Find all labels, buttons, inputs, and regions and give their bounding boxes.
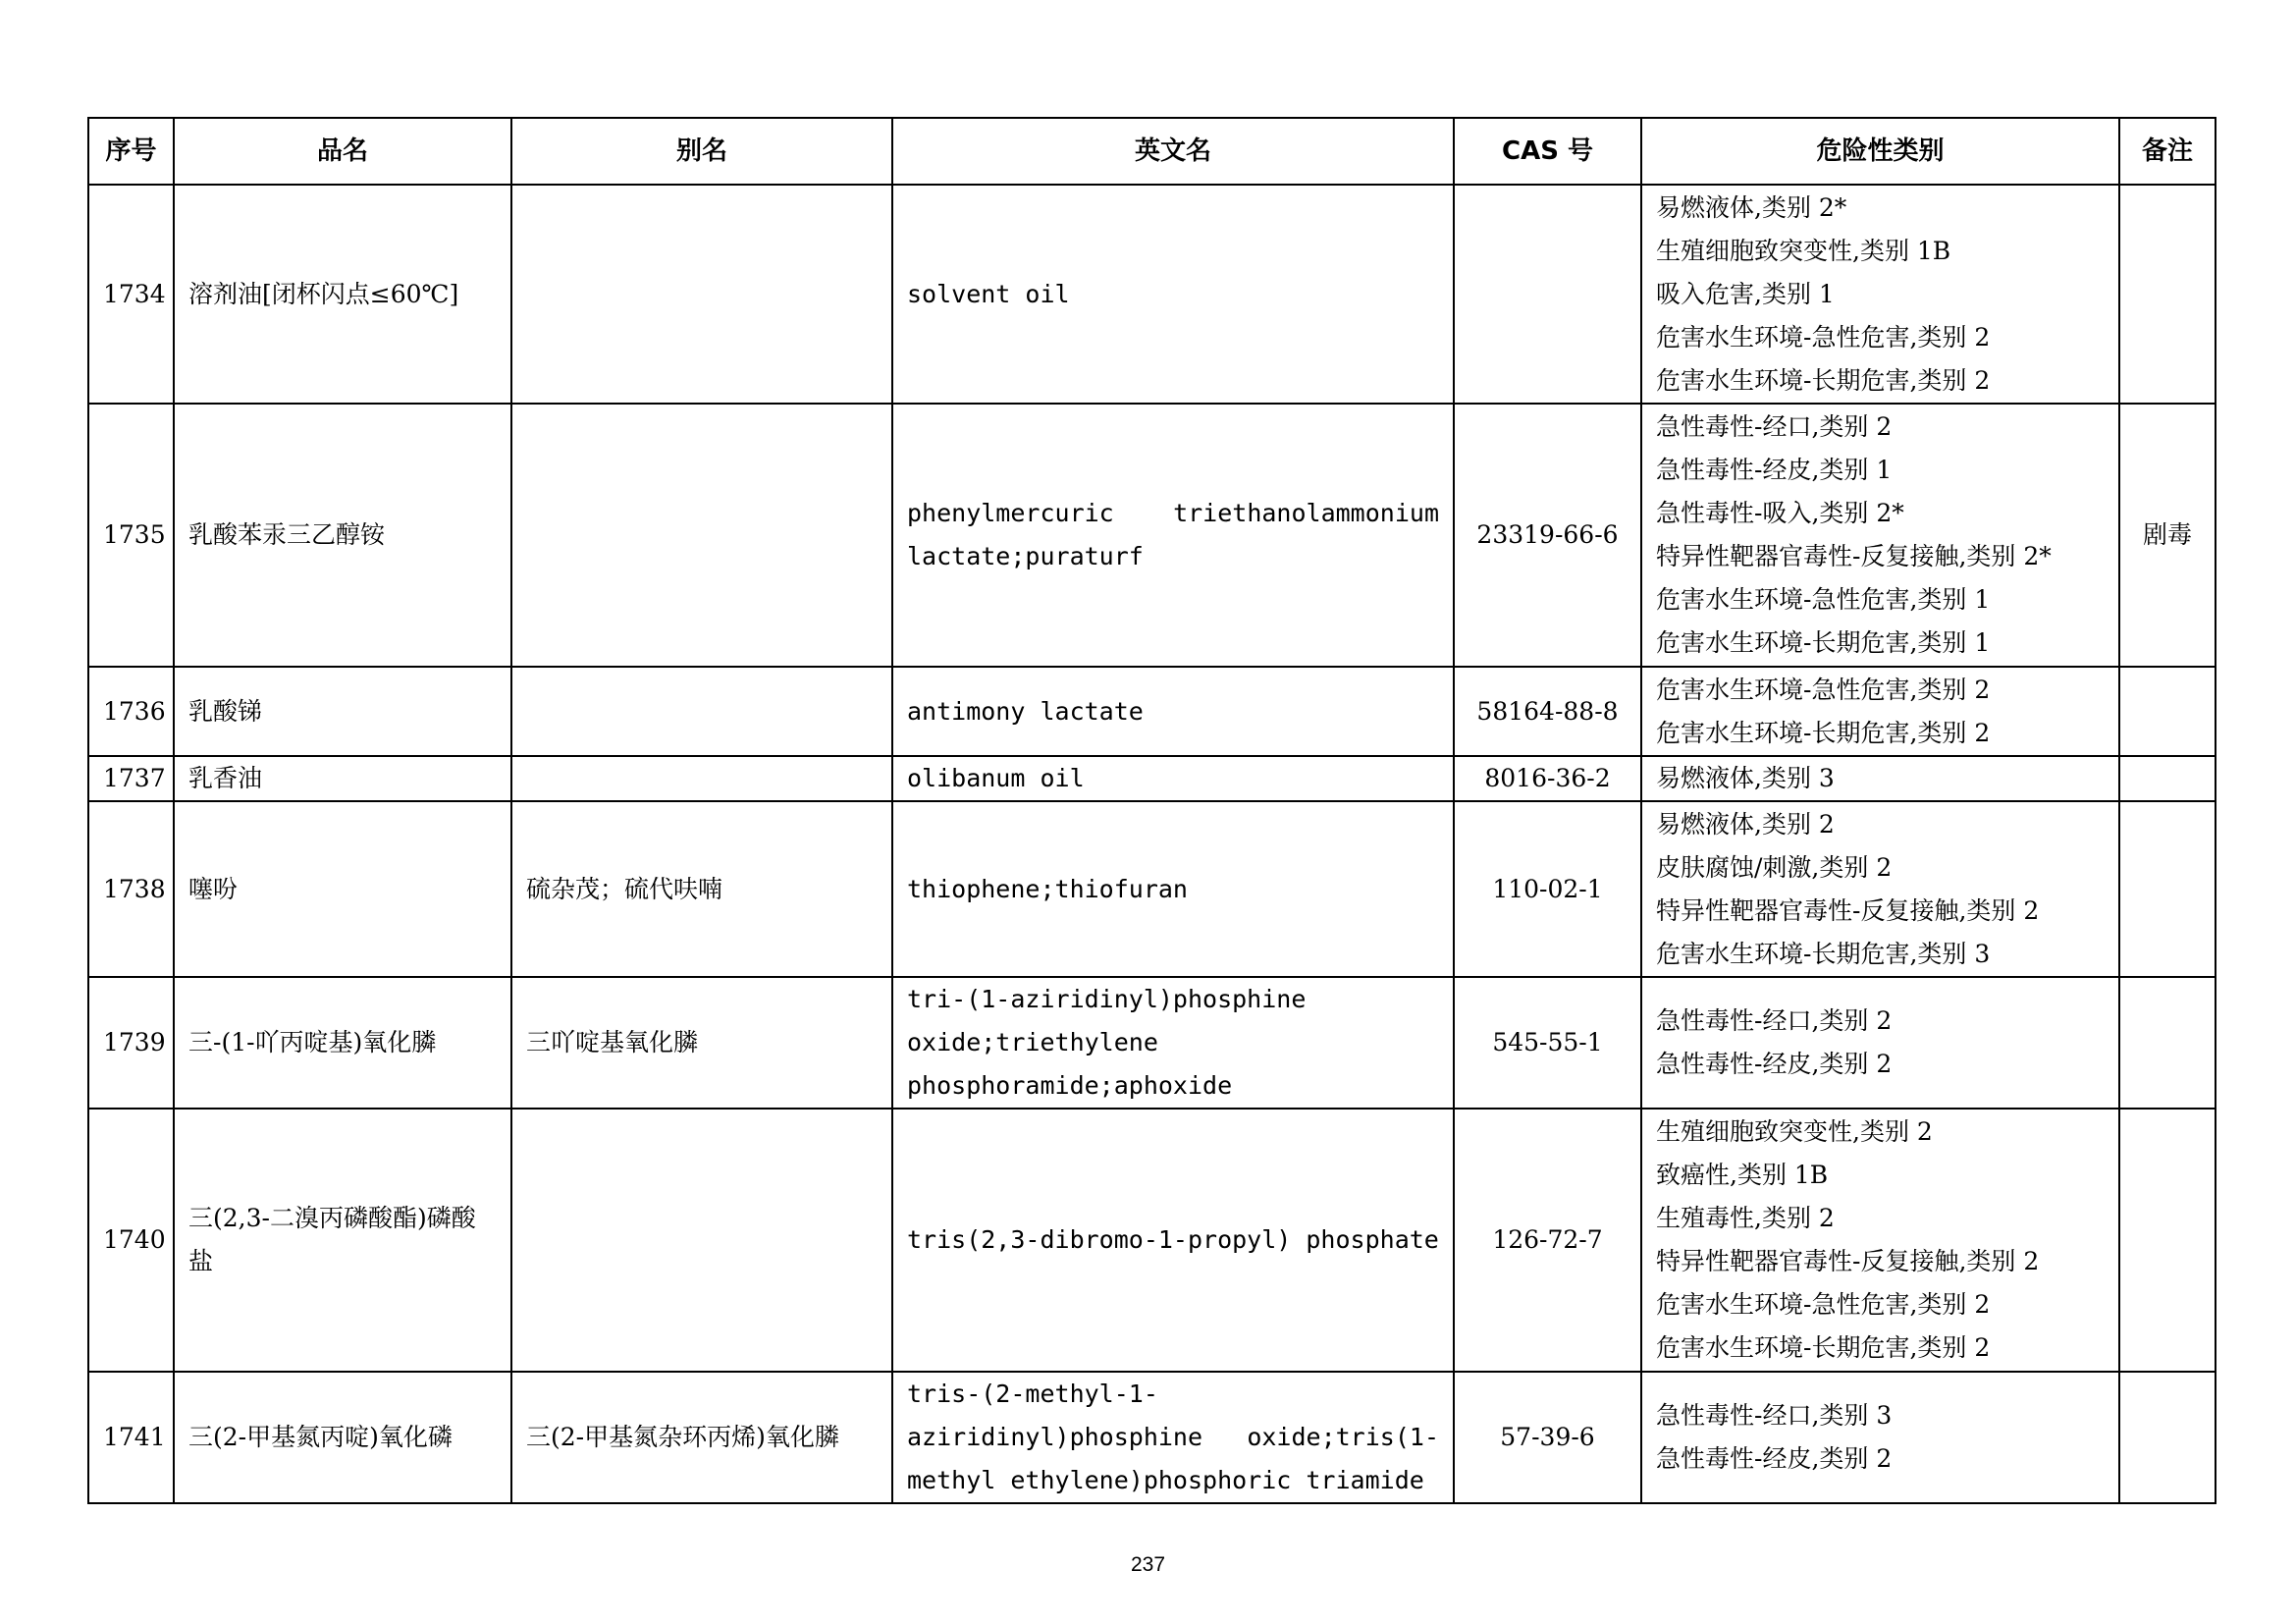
english-name-text: solvent oil [907,279,1070,308]
table-row [88,667,2216,756]
cell-hazard-categories [1641,801,2119,977]
cell-hazard-categories [1641,977,2119,1109]
cell-serial-number: 1738 [88,801,174,977]
hazard-category-line: 危害水生环境-急性危害,类别 2 [1656,1290,1991,1319]
cell-cas-number: 110-02-1 [1454,801,1641,977]
hazard-category-line: 危害水生环境-急性危害,类别 1 [1656,585,1991,614]
cell-english-name [892,1372,1454,1503]
cell-english-name [892,756,1454,801]
cell-cas-number: 545-55-1 [1454,977,1641,1109]
cell-serial-number: 1737 [88,756,174,801]
cell-serial-number: 1740 [88,1109,174,1372]
cell-remark [2119,1372,2216,1503]
hazard-category-line: 危害水生环境-长期危害,类别 2 [1656,365,1991,395]
header-note: 备注 [2119,118,2216,185]
cell-serial-number: 1735 [88,404,174,667]
english-name-text: antimony lactate [907,696,1144,726]
hazard-category-line: 生殖细胞致突变性,类别 2 [1656,1117,1933,1146]
cell-serial-number: 1734 [88,185,174,404]
cell-english-name [892,977,1454,1109]
hazard-category-line: 急性毒性-经皮,类别 2 [1656,1444,1893,1473]
cell-serial-number: 1741 [88,1372,174,1503]
cell-cas-number: 58164-88-8 [1454,667,1641,756]
cell-hazard-categories [1641,667,2119,756]
cell-english-name [892,667,1454,756]
hazard-category-line: 急性毒性-经口,类别 2 [1656,412,1893,441]
table-row [88,977,2216,1109]
cell-remark [2119,667,2216,756]
english-name-text: phenylmercuric triethanolammonium lactate;puraturf [907,499,1439,570]
table-row [88,404,2216,667]
hazard-category-line: 急性毒性-经皮,类别 1 [1656,456,1893,484]
cell-remark: 剧毒 [2119,404,2216,667]
cell-serial-number: 1739 [88,977,174,1109]
cell-product-name: 溶剂油[闭杯闪点≤60℃] [174,185,511,404]
hazard-category-line: 危害水生环境-长期危害,类别 3 [1656,939,1991,968]
header-name: 品名 [174,118,511,185]
cell-alias [511,404,892,667]
cell-alias [511,756,892,801]
table-row [88,1372,2216,1503]
cell-cas-number: 126-72-7 [1454,1109,1641,1372]
hazard-category-line: 易燃液体,类别 2 [1656,809,1835,839]
cell-english-name [892,801,1454,977]
cell-hazard-categories [1641,1372,2119,1503]
hazard-category-line: 吸入危害,类别 1 [1656,279,1835,308]
hazard-category-line: 特异性靶器官毒性-反复接触,类别 2 [1656,895,2040,925]
hazard-category-line: 致癌性,类别 1B [1656,1161,1829,1189]
cell-serial-number: 1736 [88,667,174,756]
cell-alias: 三吖啶基氧化膦 [511,977,892,1109]
cell-product-name: 乳香油 [174,756,511,801]
cell-hazard-categories [1641,756,2119,801]
cell-remark [2119,1109,2216,1372]
table-body [88,185,2216,1503]
header-alias: 别名 [511,118,892,185]
header-english: 英文名 [892,118,1454,185]
table-row [88,756,2216,801]
hazard-category-line: 急性毒性-经口,类别 3 [1656,1401,1893,1430]
hazard-category-line: 危害水生环境-急性危害,类别 2 [1656,322,1991,352]
hazard-category-line: 危害水生环境-长期危害,类别 2 [1656,1333,1991,1362]
cell-alias [511,185,892,404]
hazard-category-line: 生殖毒性,类别 2 [1656,1204,1835,1232]
cell-cas-number: 23319-66-6 [1454,404,1641,667]
hazard-category-line: 危害水生环境-急性危害,类别 2 [1656,675,1991,704]
table-row [88,185,2216,404]
cell-alias: 硫杂茂；硫代呋喃 [511,801,892,977]
hazard-category-line: 危害水生环境-长期危害,类别 2 [1656,718,1991,747]
english-name-text: olibanum oil [907,764,1085,792]
english-name-text: tris(2,3-dibromo-1-propyl) phosphate [907,1225,1439,1254]
cell-remark [2119,801,2216,977]
hazard-category-line: 皮肤腐蚀/刺激,类别 2 [1656,852,1893,882]
hazard-category-line: 特异性靶器官毒性-反复接触,类别 2 [1656,1247,2040,1275]
cell-alias [511,1109,892,1372]
hazard-category-line: 易燃液体,类别 3 [1656,764,1835,792]
cell-alias: 三(2-甲基氮杂环丙烯)氧化膦 [511,1372,892,1503]
cell-remark [2119,185,2216,404]
page-number: 237 [1130,1553,1166,1576]
hazard-category-line: 危害水生环境-长期危害,类别 1 [1656,628,1991,657]
table-header-row [88,118,2216,185]
hazard-category-line: 急性毒性-经皮,类别 2 [1656,1050,1893,1078]
cell-product-name: 三(2-甲基氮丙啶)氧化磷 [174,1372,511,1503]
cell-cas-number: 8016-36-2 [1454,756,1641,801]
cell-product-name: 噻吩 [174,801,511,977]
hazard-category-line: 急性毒性-经口,类别 2 [1656,1006,1893,1035]
table-row [88,801,2216,977]
hazard-category-line: 急性毒性-吸入,类别 2* [1656,499,1904,527]
cell-cas-number: 57-39-6 [1454,1372,1641,1503]
english-name-text: tri-(1-aziridinyl)phosphine oxide;triethylene phosphoramide;aphoxide [907,985,1307,1100]
english-name-text: tris-(2-methyl-1-aziridinyl)phosphine oxide;tris(1-methyl ethylene)phosphoric triamide [907,1380,1439,1494]
cell-alias [511,667,892,756]
cell-english-name [892,185,1454,404]
cell-product-name: 三-(1-吖丙啶基)氧化膦 [174,977,511,1109]
cell-english-name [892,1109,1454,1372]
header-cas: CAS 号 [1454,118,1641,185]
hazardous-chemicals-table [87,117,2216,1504]
cell-hazard-categories [1641,1109,2119,1372]
cell-remark [2119,977,2216,1109]
hazard-category-line: 特异性靶器官毒性-反复接触,类别 2* [1656,542,2052,570]
cell-product-name: 乳酸锑 [174,667,511,756]
english-name-text: thiophene;thiofuran [907,874,1188,903]
cell-hazard-categories [1641,185,2119,404]
cell-hazard-categories [1641,404,2119,667]
cell-remark [2119,756,2216,801]
cell-cas-number [1454,185,1641,404]
header-hazard: 危险性类别 [1641,118,2119,185]
cell-product-name: 三(2,3-二溴丙磷酸酯)磷酸盐 [174,1109,511,1372]
table-row [88,1109,2216,1372]
cell-product-name: 乳酸苯汞三乙醇铵 [174,404,511,667]
hazard-category-line: 生殖细胞致突变性,类别 1B [1656,236,1951,265]
hazard-category-line: 易燃液体,类别 2* [1656,192,1847,222]
cell-english-name [892,404,1454,667]
header-no: 序号 [88,118,174,185]
